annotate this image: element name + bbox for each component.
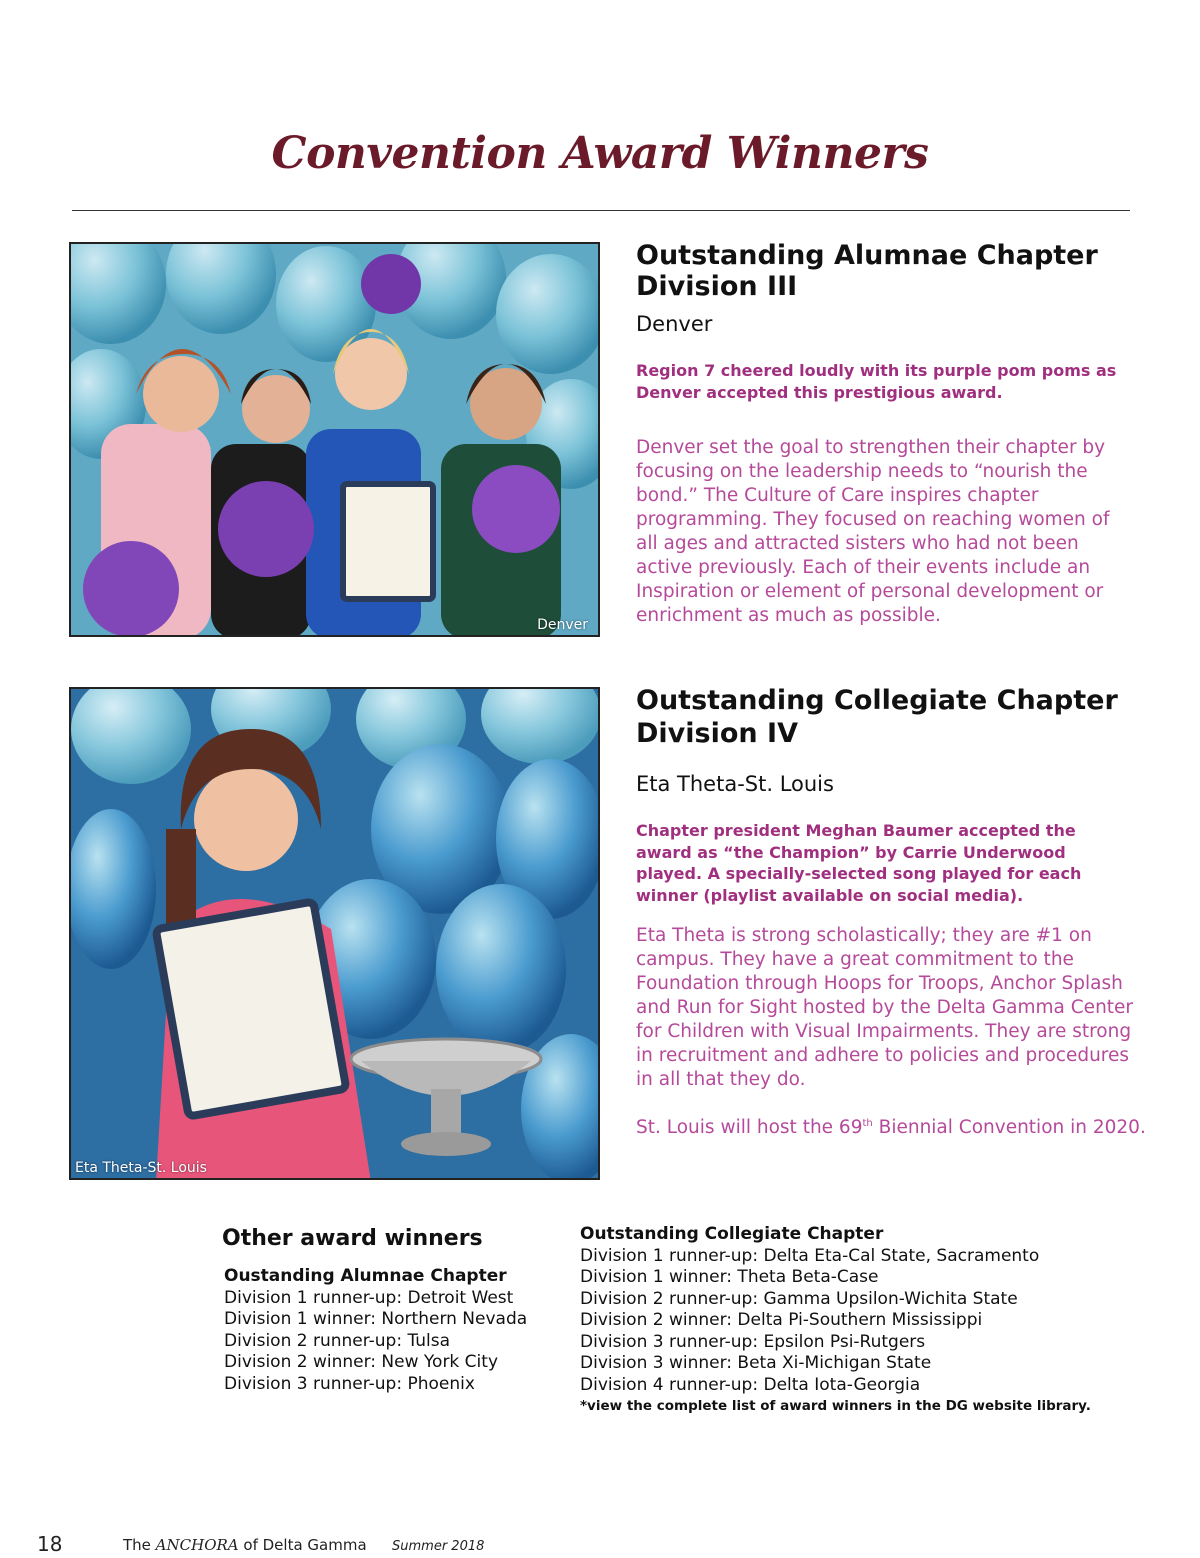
convention-note bbox=[636, 1112, 1156, 1140]
publication-title: ANCHORA bbox=[155, 1536, 239, 1554]
lead-paragraph: Region 7 cheered loudly with its purple pom poms as Denver accepted this prestigious award. bbox=[636, 361, 1117, 402]
convention-note-end: Biennial Convention in 2020. bbox=[872, 1117, 1146, 1139]
issue-date: Summer 2018 bbox=[392, 1539, 485, 1554]
publication-suffix: of Delta Gamma bbox=[238, 1536, 367, 1554]
list-item: Division 1 winner: Theta Beta-Case bbox=[580, 1267, 879, 1287]
award-heading bbox=[636, 684, 1156, 750]
list-item: Division 3 winner: Beta Xi-Michigan State bbox=[580, 1353, 932, 1373]
list-heading: Outstanding Collegiate Chapter bbox=[580, 1224, 884, 1244]
publication-prefix: The bbox=[123, 1536, 156, 1554]
alumnae-awards-list bbox=[224, 1266, 527, 1395]
denver-photo-illustration bbox=[71, 244, 600, 637]
list-item: Division 2 runner-up: Gamma Upsilon-Wichita State bbox=[580, 1288, 1018, 1309]
lead-paragraph: Chapter president Meghan Baumer accepted the award as “the Champion” by Carrie Underwood played. A specially-selected song played for each winner (playlist available on social media). bbox=[636, 821, 1082, 905]
list-item: Division 1 runner-up: Delta Eta-Cal State, Sacramento bbox=[580, 1245, 1040, 1266]
denver-photo bbox=[69, 242, 600, 637]
award-heading bbox=[636, 240, 1156, 302]
website-note: *view the complete list of award winners in the DG website library. bbox=[580, 1398, 1091, 1414]
page-number: 18 bbox=[37, 1532, 63, 1556]
convention-note-start: St. Louis will host the 69 bbox=[636, 1117, 863, 1139]
list-item: Division 2 runner-up: Tulsa bbox=[224, 1330, 451, 1351]
eta-theta-photo bbox=[69, 687, 600, 1180]
collegiate-awards-list bbox=[580, 1224, 1091, 1418]
list-item: Division 2 winner: New York City bbox=[224, 1352, 499, 1372]
list-item: Division 2 winner: Delta Pi-Southern Mississippi bbox=[580, 1310, 983, 1330]
convention-note-ordinal: th bbox=[862, 1118, 873, 1129]
award-heading-line1: Outstanding Collegiate Chapter bbox=[636, 685, 1118, 716]
award-heading-line2: Division III bbox=[636, 271, 798, 302]
chapter-name: Denver bbox=[636, 312, 713, 336]
eta-theta-photo-illustration bbox=[71, 689, 600, 1180]
body-paragraph: Eta Theta is strong scholastically; they are #1 on campus. They have a great commitment to the Foundation through Hoops for Troops, Anchor Splash and Run for Sight hosted by the Delta Gamma Center for Children with Visual Impairments. They are strong in recruitment and adhere to policies and procedures in all that they do. bbox=[636, 925, 1134, 1090]
title-divider bbox=[72, 210, 1130, 211]
publication-name bbox=[123, 1536, 367, 1554]
body-paragraph: Denver set the goal to strengthen their chapter by focusing on the leadership needs to “nourish the bond.” The Culture of Care inspires chapter programming. They focused on reaching women of all ages and attracted sisters who had not been active previously. Each of their events include an Inspiration or element of personal development or enrichment as much as possible. bbox=[636, 437, 1110, 626]
list-item: Division 4 runner-up: Delta Iota-Georgia bbox=[580, 1374, 921, 1395]
page-title: Convention Award Winners bbox=[271, 128, 929, 179]
award-heading-line1: Outstanding Alumnae Chapter bbox=[636, 240, 1098, 271]
award-heading-line2: Division IV bbox=[636, 718, 798, 749]
list-item: Division 3 runner-up: Phoenix bbox=[224, 1373, 475, 1394]
photo-caption: Eta Theta-St. Louis bbox=[75, 1160, 207, 1176]
other-awards-title: Other award winners bbox=[222, 1226, 483, 1251]
list-heading: Oustanding Alumnae Chapter bbox=[224, 1266, 507, 1286]
chapter-name: Eta Theta-St. Louis bbox=[636, 772, 834, 796]
photo-caption: Denver bbox=[537, 617, 588, 633]
list-item: Division 1 winner: Northern Nevada bbox=[224, 1309, 528, 1329]
list-item: Division 1 runner-up: Detroit West bbox=[224, 1287, 514, 1308]
list-item: Division 3 runner-up: Epsilon Psi-Rutgers bbox=[580, 1331, 926, 1352]
